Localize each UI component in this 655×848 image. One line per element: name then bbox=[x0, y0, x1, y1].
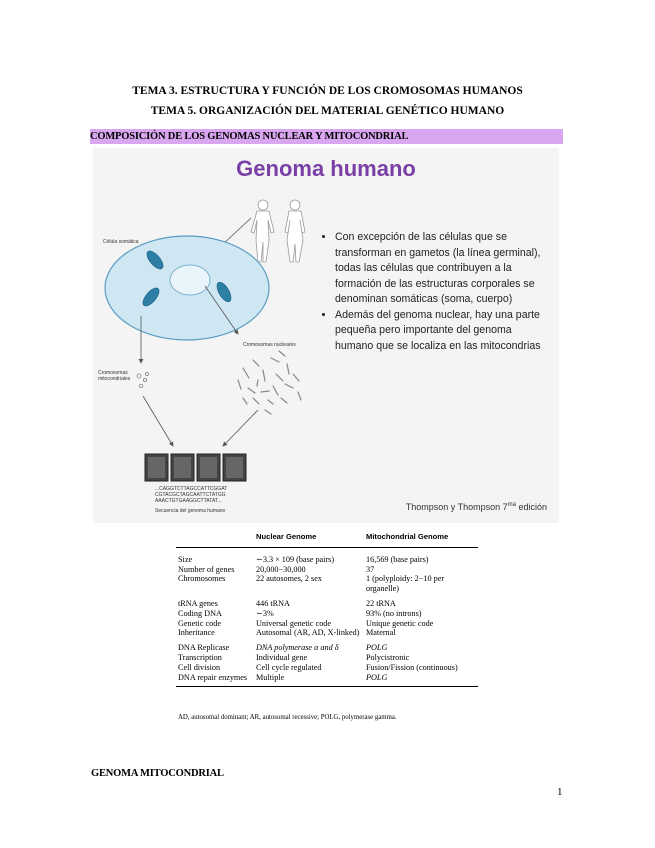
human-figures-icon bbox=[251, 200, 305, 262]
label-mito-chromosomes-2: mitocondriales bbox=[98, 376, 131, 382]
bullet-item: • Además del genoma nuclear, hay una parte pequeña pero importante del genoma humano que se localiza en las mitocondrias bbox=[335, 308, 548, 355]
label-nuclear-chromosomes: Cromosomas nucleares bbox=[243, 342, 296, 348]
dna-sequence-line-2: CGTACGCTAGCAATTCTATGG bbox=[155, 492, 226, 498]
slide-title: Genoma humano bbox=[236, 156, 416, 181]
table-row: Number of genes 20,000−30,000 37 bbox=[178, 564, 375, 574]
table-row: DNA Replicase DNA polymerase α and δ POLG bbox=[178, 643, 388, 653]
table-header: Nuclear Genome bbox=[254, 530, 364, 547]
section-heading-mitochondrial: GENOMA MITOCONDRIAL bbox=[91, 768, 224, 779]
genome-comparison-table bbox=[176, 530, 478, 687]
nucleus-icon bbox=[170, 265, 210, 295]
table-row: Coding DNA ∼3% 93% (no introns) bbox=[178, 608, 422, 618]
slide-credit: Thompson y Thompson $7^{ma}$ edición bbox=[405, 502, 547, 512]
mito-dna-rings-icon bbox=[137, 373, 149, 388]
table-footnote: AD, autosomal dominant; AR, autosomal recessive; POLG, polymerase gamma. bbox=[178, 714, 397, 721]
slide-figure bbox=[93, 148, 559, 523]
sequence-caption: Secuencia del genoma humano bbox=[155, 508, 226, 514]
sequence-blocks-icon bbox=[145, 454, 246, 481]
table-row: Cell division Cell cycle regulated Fusion/Fission (continuous) bbox=[178, 662, 458, 672]
document-title-1: TEMA 3. ESTRUCTURA Y FUNCIÓN DE LOS CROMOSOMAS HUMANOS bbox=[132, 85, 523, 97]
label-mito-chromosomes-1: Cromosomas bbox=[98, 370, 128, 376]
table-header bbox=[176, 530, 254, 547]
bullet-item: • Con excepción de las células que se transforman en gametos (la línea germinal), todas las células que contribuyen a la formación de las estructuras corporales se denominan somáticas (soma, cuerpo) bbox=[335, 230, 548, 308]
table-row: Transcription Individual gene Polycistronic bbox=[178, 652, 410, 662]
table-header: Mitochondrial Genome bbox=[364, 530, 478, 547]
table-header-row bbox=[176, 530, 478, 547]
table-row: tRNA genes 446 tRNA 22 tRNA bbox=[178, 598, 396, 608]
section-heading-genomes: COMPOSICIÓN DE LOS GENOMAS NUCLEAR Y MITOCONDRIAL bbox=[90, 129, 563, 144]
table-row: Chromosomes 22 autosomes, 2 sex 1 (polyploidy: 2−10 per organelle) bbox=[178, 574, 445, 594]
dna-sequence-line-3: AAACTGTGAAGGCTTATAT... bbox=[155, 498, 222, 504]
chromosomes-icon bbox=[238, 351, 301, 414]
table-row: Inheritance Autosomal (AR, AD, X-linked) Maternal bbox=[178, 628, 396, 638]
page-number: 1 bbox=[557, 786, 563, 798]
slide-bullets bbox=[323, 230, 548, 354]
table-row: DNA repair enzymes Multiple POLG bbox=[176, 673, 478, 687]
label-somatic-cell: Célula somática bbox=[103, 239, 139, 245]
table-row: Genetic code Universal genetic code Unique genetic code bbox=[178, 618, 434, 628]
dna-sequence-line-1: ...CAGGTCTTAGCCATTCGGAT bbox=[155, 486, 228, 492]
table-row: Size ∼3.3 × 109 (base pairs) 16,569 (base pairs) bbox=[178, 554, 429, 564]
document-title-2: TEMA 5. ORGANIZACIÓN DEL MATERIAL GENÉTICO HUMANO bbox=[150, 105, 505, 117]
